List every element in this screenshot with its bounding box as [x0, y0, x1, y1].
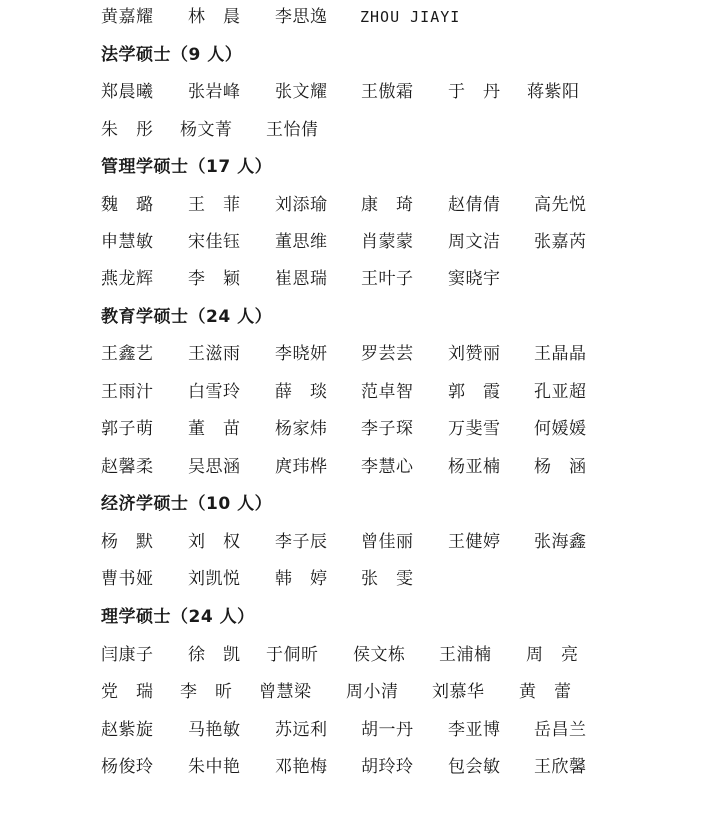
- student-name: 高先悦: [534, 195, 587, 215]
- name-row: [0, 193, 702, 217]
- name-row: [0, 755, 702, 779]
- student-name: 刘添瑜: [275, 195, 328, 215]
- student-name: 魏 璐: [101, 195, 154, 215]
- student-name: 马艳敏: [188, 720, 241, 740]
- student-name: 张嘉芮: [534, 232, 587, 252]
- student-name: 包会敏: [448, 757, 501, 777]
- student-name: 杨 涵: [534, 457, 587, 477]
- name-row: [0, 643, 702, 667]
- student-name: 张海鑫: [534, 532, 587, 552]
- student-name: 罗芸芸: [361, 344, 414, 364]
- student-name: 崔恩瑞: [275, 269, 328, 289]
- student-name: 李 昕: [180, 682, 233, 702]
- student-name: 刘赞丽: [448, 344, 501, 364]
- student-name: 张文耀: [275, 82, 328, 102]
- name-row: [0, 80, 702, 104]
- student-name: 吴思涵: [188, 457, 241, 477]
- name-row: [0, 380, 702, 404]
- student-name: 王怡倩: [266, 120, 319, 140]
- student-name: 赵倩倩: [448, 195, 501, 215]
- student-name: 李子琛: [361, 419, 414, 439]
- student-name: 林 晨: [188, 7, 241, 27]
- student-name: 黄嘉耀: [101, 7, 154, 27]
- name-row: [0, 530, 702, 554]
- student-name: 刘慕华: [432, 682, 485, 702]
- student-name: 于侗昕: [266, 645, 319, 665]
- student-name: 范卓智: [361, 382, 414, 402]
- student-name: 万斐雪: [448, 419, 501, 439]
- name-row: [0, 267, 702, 291]
- student-name: 苏远利: [275, 720, 328, 740]
- name-row: [0, 230, 702, 254]
- student-name: 孔亚超: [534, 382, 587, 402]
- name-row: [0, 417, 702, 441]
- student-name: 李慧心: [361, 457, 414, 477]
- section-heading-law: 法学硕士（9 人）: [101, 45, 243, 65]
- student-name: 董思维: [275, 232, 328, 252]
- student-name: 杨文菁: [180, 120, 233, 140]
- student-name: 闫康子: [101, 645, 154, 665]
- student-name: 王雨汁: [101, 382, 154, 402]
- student-name: 徐 凯: [188, 645, 241, 665]
- student-name: 王浦楠: [439, 645, 492, 665]
- student-name: 朱中艳: [188, 757, 241, 777]
- student-name: 郭子萌: [101, 419, 154, 439]
- name-row: [0, 342, 702, 366]
- student-name: 王鑫艺: [101, 344, 154, 364]
- student-name: 杨 默: [101, 532, 154, 552]
- section-heading-education: 教育学硕士（24 人）: [101, 307, 273, 327]
- student-name: 王叶子: [361, 269, 414, 289]
- name-row: [0, 680, 702, 704]
- student-name: 庹玮桦: [275, 457, 328, 477]
- name-row: [0, 455, 702, 479]
- student-name: 李晓妍: [275, 344, 328, 364]
- name-row: [0, 718, 702, 742]
- student-name: 王欣馨: [534, 757, 587, 777]
- student-name: 宋佳钰: [188, 232, 241, 252]
- student-name: 张 雯: [361, 569, 414, 589]
- student-name: 薛 琰: [275, 382, 328, 402]
- student-name: 党 瑞: [101, 682, 154, 702]
- student-name: 周 亮: [526, 645, 579, 665]
- student-name: ZHOU JIAYI: [360, 8, 461, 26]
- student-name: 康 琦: [361, 195, 414, 215]
- student-name: 侯文栋: [353, 645, 406, 665]
- student-name: 李 颖: [188, 269, 241, 289]
- name-row: [0, 118, 702, 142]
- section-heading-economics: 经济学硕士（10 人）: [101, 494, 273, 514]
- student-name: 曾佳丽: [361, 532, 414, 552]
- section-heading-management: 管理学硕士（17 人）: [101, 157, 273, 177]
- section-heading-science: 理学硕士（24 人）: [101, 607, 255, 627]
- student-name: 刘凯悦: [188, 569, 241, 589]
- student-name: 岳昌兰: [534, 720, 587, 740]
- student-name: 白雪玲: [188, 382, 241, 402]
- student-name: 赵紫旋: [101, 720, 154, 740]
- student-name: 王 菲: [188, 195, 241, 215]
- student-name: 胡玲玲: [361, 757, 414, 777]
- student-name: 黄 蕾: [519, 682, 572, 702]
- student-name: 何媛媛: [534, 419, 587, 439]
- student-name: 韩 婷: [275, 569, 328, 589]
- student-name: 胡一丹: [361, 720, 414, 740]
- student-name: 申慧敏: [101, 232, 154, 252]
- student-name: 李亚博: [448, 720, 501, 740]
- student-name: 曾慧梁: [259, 682, 312, 702]
- student-name: 王健婷: [448, 532, 501, 552]
- student-name: 王傲霜: [361, 82, 414, 102]
- student-name: 蒋紫阳: [527, 82, 580, 102]
- student-name: 曹书娅: [101, 569, 154, 589]
- student-name: 燕龙辉: [101, 269, 154, 289]
- student-name: 邓艳梅: [275, 757, 328, 777]
- student-name: 董 苗: [188, 419, 241, 439]
- student-name: 王滋雨: [188, 344, 241, 364]
- student-name: 杨亚楠: [448, 457, 501, 477]
- student-name: 王晶晶: [534, 344, 587, 364]
- student-name: 赵馨柔: [101, 457, 154, 477]
- student-name: 窦晓宇: [448, 269, 501, 289]
- student-name: 杨家炜: [275, 419, 328, 439]
- student-name: 张岩峰: [188, 82, 241, 102]
- student-name: 刘 权: [188, 532, 241, 552]
- student-name: 李思逸: [275, 7, 328, 27]
- student-name: 肖蒙蒙: [361, 232, 414, 252]
- student-name: 周文洁: [448, 232, 501, 252]
- name-row: [0, 5, 702, 29]
- student-name: 李子辰: [275, 532, 328, 552]
- student-name: 周小清: [346, 682, 399, 702]
- name-row: [0, 567, 702, 591]
- student-name: 朱 彤: [101, 120, 154, 140]
- student-name: 郑晨曦: [101, 82, 154, 102]
- student-name: 杨俊玲: [101, 757, 154, 777]
- student-name: 于 丹: [448, 82, 501, 102]
- student-name: 郭 霞: [448, 382, 501, 402]
